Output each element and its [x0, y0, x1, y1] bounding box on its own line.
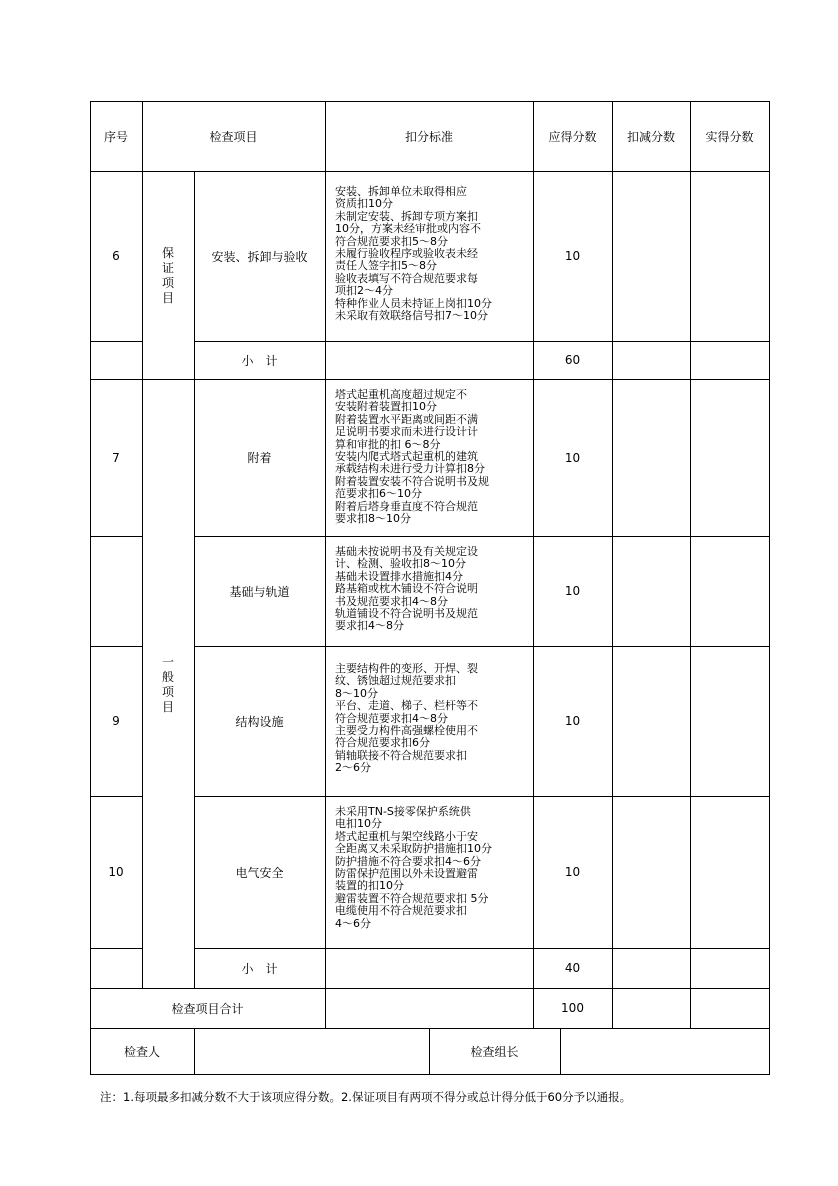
leader-signature-field[interactable]: [560, 1028, 769, 1074]
total-due: [533, 988, 612, 1028]
rule: [325, 101, 326, 1028]
header-actual-label: 实得分数: [705, 129, 754, 144]
group-guarantee-label: 保证项目: [161, 246, 174, 305]
row-item: 电气安全: [235, 865, 284, 880]
row-7-criteria: 塔式起重机高度超过规定不 安装附着装置扣10分 附着装置水平距离或间距不满 足说明书要求而未进行设计计 算和审批的扣 6～8分 安装内爬式塔式起重机的建筑 承载结构未进行受力计算扣8分 附着装置安装不符合说明书及规 范要求扣6～10分 附着后塔身垂直度不符合规范 要求扣8～10分: [335, 388, 489, 526]
rule: [690, 101, 691, 1028]
row-10-due: [533, 796, 612, 948]
row-9-item: [194, 646, 325, 796]
rule: [612, 101, 613, 1028]
header-seq: [90, 101, 142, 171]
subtotal-general-due: [533, 948, 612, 988]
header-deduct: [612, 101, 690, 171]
row-item: 基础与轨道: [229, 584, 290, 599]
row-6-item: [194, 171, 325, 341]
row-9-due: [533, 646, 612, 796]
row-seq: 6: [112, 249, 120, 263]
subtotal-general-label: [194, 948, 325, 988]
rule: [90, 341, 142, 342]
subtotal-label: 小 计: [241, 961, 278, 976]
row-6-seq: [90, 171, 142, 341]
rule: [90, 1074, 769, 1075]
rule: [90, 171, 769, 172]
inspector-signature-field[interactable]: [194, 1028, 429, 1074]
group-general-label: 一般项目: [161, 655, 174, 714]
header-item-label: 检查项目: [209, 129, 258, 144]
total-label: [90, 988, 325, 1028]
row-10-criteria: 未采用TN-S接零保护系统供 电扣10分 塔式起重机与架空线路小于安 全距离又未采取防护措施扣10分 防护措施不符合要求扣4～6分 防雷保护范围以外未设置避雷 装置的扣10分 避雷装置不符合规范要求扣 5分 电缆使用不符合规范要求扣 4～6分: [335, 805, 492, 930]
row-6-due: [533, 171, 612, 341]
header-due-label: 应得分数: [548, 129, 597, 144]
inspector-label: [90, 1028, 194, 1074]
total-label-text: 检查项目合计: [171, 1001, 244, 1016]
row-7-item: [194, 379, 325, 536]
header-item: [142, 101, 325, 171]
header-criteria: [325, 101, 533, 171]
row-item: 安装、拆卸与验收: [211, 249, 308, 264]
row-seq: 7: [112, 450, 120, 465]
rule: [90, 948, 142, 949]
leader-label-text: 检查组长: [470, 1044, 519, 1059]
header-actual: [690, 101, 769, 171]
row-9-criteria: 主要结构件的变形、开焊、裂 纹、锈蚀超过规范要求扣 8～10分 平台、走道、梯子、栏杆等不 符合规范要求扣4～8分 主要受力构件高强螺栓使用不 符合规范要求扣6分 销轴联接不符合规范要求扣 2～6分: [335, 662, 478, 775]
row-10-item: [194, 796, 325, 948]
subtotal-guarantee-due: [533, 341, 612, 379]
row-item: 结构设施: [235, 714, 284, 729]
rule: [769, 101, 770, 1075]
rule: [90, 536, 142, 537]
row-seq: 10: [108, 865, 124, 879]
row-due: 10: [564, 714, 581, 728]
row-8-item: [194, 536, 325, 646]
row-due: 10: [564, 249, 581, 263]
row-due: 10: [564, 450, 581, 465]
row-9-seq: [90, 646, 142, 796]
row-7-seq: [90, 379, 142, 536]
header-deduct-label: 扣减分数: [626, 129, 675, 144]
subtotal-label: 小 计: [241, 353, 278, 368]
total-due-value: 100: [561, 1001, 584, 1015]
row-seq: 9: [112, 714, 120, 728]
header-due: [533, 101, 612, 171]
row-6-criteria: 安装、拆卸单位未取得相应 资质扣10分 未制定安装、拆卸专项方案扣 10分，方案未经审批或内容不 符合规范要求扣5～8分 未履行验收程序或验收表未经 责任人签字扣5～8分 验收表填写不符合规范要求每 项扣2～4分 特种作业人员未持证上岗扣10分 未采取有效联络信号扣7～10分: [335, 185, 492, 323]
header-criteria-label: 扣分标准: [404, 129, 453, 144]
footnote: 注：1.每项最多扣减分数不大于该项应得分数。2.保证项目有两项不得分或总计得分低于60分予以通报。: [100, 1090, 632, 1104]
subtotal-guarantee-label: [194, 341, 325, 379]
row-7-due: [533, 379, 612, 536]
leader-label: [429, 1028, 560, 1074]
row-10-seq: [90, 796, 142, 948]
header-seq-label: 序号: [103, 129, 128, 144]
row-item: 附着: [247, 451, 272, 465]
rule: [142, 171, 143, 988]
row-due: 10: [564, 865, 581, 879]
row-8-due: [533, 536, 612, 646]
inspector-label-text: 检查人: [123, 1044, 160, 1059]
rule: [90, 379, 769, 380]
subtotal-due: 60: [564, 353, 581, 367]
subtotal-due: 40: [564, 961, 581, 975]
row-8-criteria: 基础未按说明书及有关规定设 计、检测、验收扣8～10分 基础未设置排水措施扣4分 路基箱或枕木铺设不符合说明 书及规范要求扣4～8分 轨道铺设不符合说明书及规范 要求扣4～8分: [335, 545, 478, 633]
row-due: 10: [564, 584, 581, 598]
